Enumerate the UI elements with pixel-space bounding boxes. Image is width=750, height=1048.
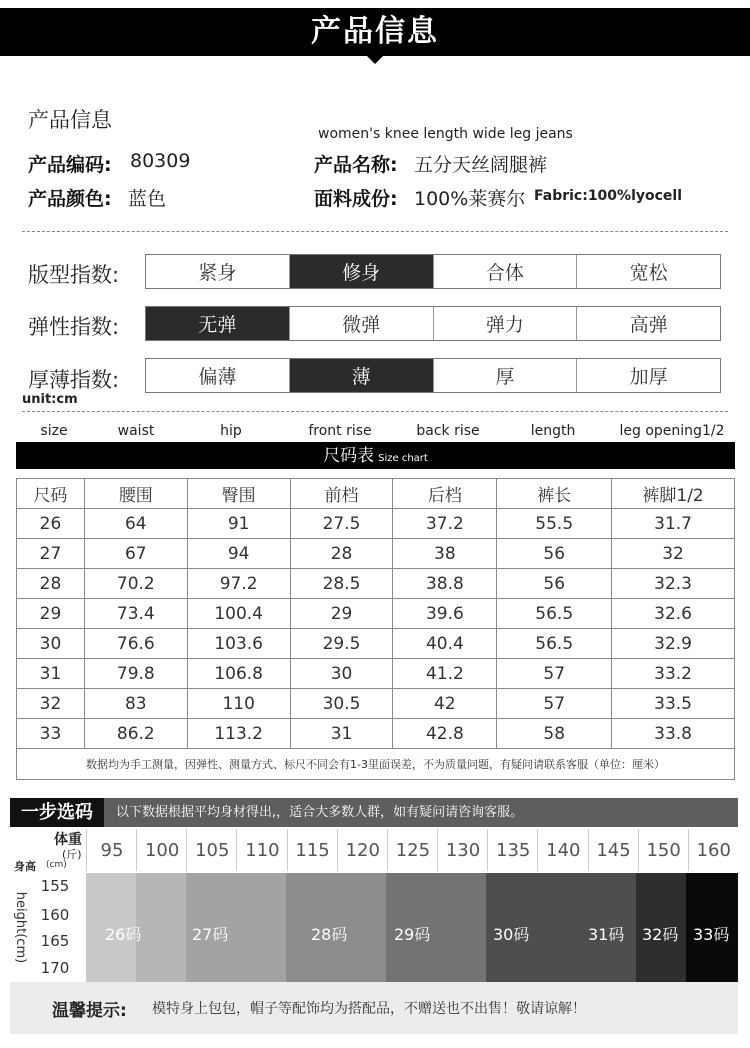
- page-title: 产品信息: [311, 14, 439, 49]
- column-header: 前档: [290, 479, 393, 509]
- table-cell: 58: [497, 719, 612, 749]
- thickness-index-scale: [145, 358, 721, 393]
- table-cell: 79.8: [84, 659, 187, 689]
- table-cell: 32.6: [612, 599, 735, 629]
- scale-option: 紧身: [198, 262, 237, 284]
- weight-value: 110: [236, 829, 287, 871]
- table-cell: 33.5: [612, 689, 735, 719]
- table-cell: 76.6: [84, 629, 187, 659]
- column-header: 裤脚1/2: [612, 479, 735, 509]
- code-value: 80309: [130, 150, 191, 172]
- table-cell: 28: [17, 569, 85, 599]
- tip-text: 模特身上包包，帽子等配饰均为搭配品，不赠送也不出售！敬请谅解！: [152, 1001, 586, 1017]
- en-header-front-rise: front rise: [308, 423, 372, 439]
- elasticity-index-label: 弹性指数:: [28, 315, 120, 339]
- table-cell: 32.9: [612, 629, 735, 659]
- table-cell: 29.5: [290, 629, 393, 659]
- scale-option: 宽松: [576, 255, 720, 288]
- table-row: [17, 629, 735, 659]
- english-product-name: women's knee length wide leg jeans: [318, 126, 573, 142]
- table-cell: 42: [393, 689, 497, 719]
- table-row: [17, 509, 735, 539]
- table-cell: 86.2: [84, 719, 187, 749]
- en-header-hip: hip: [220, 423, 242, 439]
- table-cell: 29: [17, 599, 85, 629]
- table-cell: 106.8: [187, 659, 290, 689]
- column-header: 裤长: [497, 479, 612, 509]
- table-cell: 28.5: [290, 569, 393, 599]
- scale-option: 弹力: [433, 307, 577, 340]
- weight-value: 150: [638, 829, 689, 871]
- scale-option: 修身: [289, 255, 433, 288]
- table-cell: 56.5: [497, 629, 612, 659]
- scale-option: 高弹: [576, 307, 720, 340]
- fabric-english: Fabric:100%lyocell: [534, 188, 682, 204]
- header-pointer: [367, 56, 383, 64]
- table-row: [17, 599, 735, 629]
- table-cell: 56.5: [497, 599, 612, 629]
- unit-label: unit:cm: [22, 392, 78, 407]
- thickness-index-label: 厚薄指数:: [28, 368, 120, 392]
- scale-option: 厚: [433, 359, 577, 392]
- fabric-label: 面料成份:: [314, 188, 398, 210]
- table-cell: 32: [612, 539, 735, 569]
- color-value: 蓝色: [128, 188, 167, 210]
- size-chart-title-cn: 尺码表: [323, 446, 375, 466]
- table-note-row: [17, 749, 735, 780]
- table-cell: 56: [497, 539, 612, 569]
- height-value: 160: [40, 906, 70, 924]
- weight-value: 105: [186, 829, 237, 871]
- table-cell: 39.6: [393, 599, 497, 629]
- size-block-label: 30码: [493, 925, 530, 944]
- scale-option: 无弹: [146, 307, 289, 340]
- table-cell: 55.5: [497, 509, 612, 539]
- table-cell: 32: [17, 689, 85, 719]
- table-cell: 26: [17, 509, 85, 539]
- size-block: [136, 873, 186, 982]
- weight-value: 135: [487, 829, 538, 871]
- table-cell: 28: [290, 539, 393, 569]
- size-block-label: 33码: [693, 925, 730, 944]
- size-chart-title: [16, 442, 735, 469]
- name-label: 产品名称:: [314, 154, 398, 176]
- table-cell: 42.8: [393, 719, 497, 749]
- size-block-label: 31码: [588, 925, 625, 944]
- en-header-length: length: [530, 423, 576, 439]
- scale-option: 微弹: [289, 307, 433, 340]
- table-cell: 29: [290, 599, 393, 629]
- table-cell: 33.8: [612, 719, 735, 749]
- table-cell: 70.2: [84, 569, 187, 599]
- divider: [22, 411, 728, 412]
- table-cell: 100.4: [187, 599, 290, 629]
- en-header-size: size: [40, 423, 68, 439]
- table-row: [17, 539, 735, 569]
- size-block-label: 26码: [105, 925, 142, 944]
- height-value: 170: [40, 959, 70, 977]
- weight-value: 125: [387, 829, 438, 871]
- fit-index-scale: [145, 254, 721, 289]
- tip-heading: 温馨提示:: [52, 1001, 127, 1021]
- table-cell: 64: [84, 509, 187, 539]
- en-header-leg-opening: leg opening1/2: [619, 423, 725, 439]
- column-header: 后档: [393, 479, 497, 509]
- size-table: [16, 478, 735, 780]
- table-cell: 30: [17, 629, 85, 659]
- selection-description: 以下数据根据平均身材得出,，适合大多数人群，如有疑问请咨询客服。: [116, 805, 524, 820]
- table-cell: 113.2: [187, 719, 290, 749]
- height-axis-label: [6, 892, 36, 962]
- size-table-header: [17, 479, 735, 509]
- name-value: 五分天丝阔腿裤: [414, 154, 548, 176]
- table-cell: 27: [17, 539, 85, 569]
- table-cell: 91: [187, 509, 290, 539]
- table-note: 数据均为手工测量，因弹性、测量方式、标尺不同会有1-3里面误差，不为质量问题，有疑问请联系客服（单位：厘米）: [17, 749, 735, 780]
- column-header: 腰围: [84, 479, 187, 509]
- table-cell: 67: [84, 539, 187, 569]
- en-header-back-rise: back rise: [416, 423, 480, 439]
- table-cell: 33: [17, 719, 85, 749]
- fabric-value: 100%莱赛尔: [414, 188, 526, 210]
- table-cell: 31: [290, 719, 393, 749]
- table-cell: 56: [497, 569, 612, 599]
- table-cell: 38.8: [393, 569, 497, 599]
- table-cell: 30: [290, 659, 393, 689]
- table-cell: 83: [84, 689, 187, 719]
- table-row: [17, 719, 735, 749]
- table-cell: 30.5: [290, 689, 393, 719]
- scale-option: 偏薄: [198, 366, 237, 388]
- height-value: 155: [40, 877, 70, 895]
- weight-value: 130: [437, 829, 488, 871]
- size-block-label: 28码: [311, 925, 348, 944]
- size-block-label: 32码: [642, 925, 679, 944]
- scale-option: 合体: [433, 255, 577, 288]
- table-cell: 97.2: [187, 569, 290, 599]
- color-label: 产品颜色:: [28, 188, 112, 210]
- elasticity-index-scale: [145, 306, 721, 341]
- weight-value: 115: [287, 829, 338, 871]
- size-block-label: 29码: [394, 925, 431, 944]
- table-cell: 27.5: [290, 509, 393, 539]
- table-row: [17, 659, 735, 689]
- weight-value: 100: [136, 829, 187, 871]
- en-header-waist: waist: [117, 423, 155, 439]
- weight-unit: (斤): [62, 848, 82, 861]
- fit-index-label: 版型指数:: [28, 263, 120, 287]
- table-cell: 110: [187, 689, 290, 719]
- table-row: [17, 689, 735, 719]
- table-cell: 32.3: [612, 569, 735, 599]
- column-header: 臀围: [187, 479, 290, 509]
- weight-value: 140: [537, 829, 588, 871]
- size-chart-title-en: Size chart: [378, 453, 428, 464]
- section-title: 产品信息: [28, 108, 112, 132]
- table-cell: 37.2: [393, 509, 497, 539]
- table-cell: 31.7: [612, 509, 735, 539]
- weight-value: 160: [688, 829, 739, 871]
- table-cell: 73.4: [84, 599, 187, 629]
- weight-label: 体重: [54, 832, 82, 848]
- scale-option: 加厚: [576, 359, 720, 392]
- size-block-label: 27码: [192, 925, 229, 944]
- code-label: 产品编码:: [28, 154, 112, 176]
- column-header: 尺码: [17, 479, 85, 509]
- weight-value: 95: [86, 829, 137, 871]
- table-cell: 38: [393, 539, 497, 569]
- table-cell: 40.4: [393, 629, 497, 659]
- weight-value: 145: [588, 829, 639, 871]
- table-cell: 41.2: [393, 659, 497, 689]
- height-label: 身高: [14, 860, 36, 873]
- table-cell: 94: [187, 539, 290, 569]
- scale-option: 薄: [289, 359, 433, 392]
- height-unit: (cm): [46, 860, 67, 870]
- table-row: [17, 569, 735, 599]
- divider: [22, 231, 728, 232]
- table-cell: 103.6: [187, 629, 290, 659]
- table-cell: 57: [497, 689, 612, 719]
- height-value: 165: [40, 932, 70, 950]
- weight-value: 120: [337, 829, 388, 871]
- table-cell: 31: [17, 659, 85, 689]
- height-axis-text: height(cm): [13, 891, 29, 963]
- selection-badge: 一步选码: [10, 798, 104, 827]
- table-cell: 57: [497, 659, 612, 689]
- table-cell: 33.2: [612, 659, 735, 689]
